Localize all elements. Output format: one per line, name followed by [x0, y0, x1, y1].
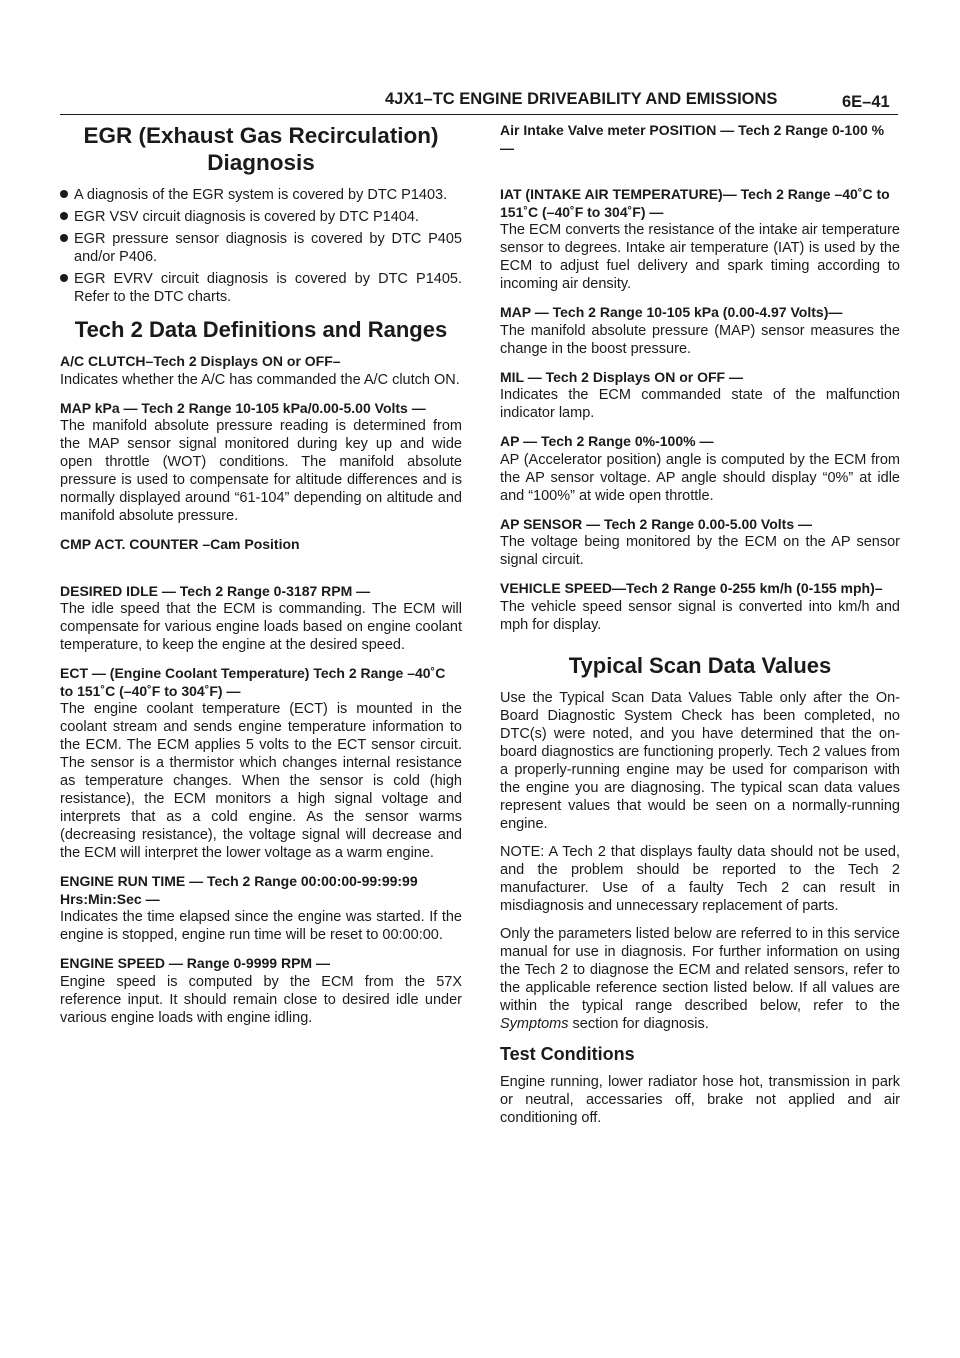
- definition-entry: [500, 580, 900, 634]
- definition-heading: AP SENSOR — Tech 2 Range 0.00-5.00 Volts —: [500, 515, 812, 532]
- definition-entry: [60, 536, 462, 572]
- definition-heading: Air Intake Valve meter POSITION — Tech 2 Range 0-100 % —: [500, 122, 885, 156]
- list-item: EGR VSV circuit diagnosis is covered by DTC P1404.: [60, 208, 462, 226]
- definition-entry: [500, 433, 900, 505]
- definition-body: Indicates the time elapsed since the engine was started. If the engine is stopped, engine run time will be reset to 00:00:00.: [60, 909, 462, 943]
- definition-entry: [500, 516, 900, 570]
- definition-heading: CMP ACT. COUNTER –Cam Position: [60, 536, 300, 552]
- tech2-section-title: Tech 2 Data Definitions and Ranges: [74, 317, 448, 342]
- left-column: [60, 122, 462, 1038]
- definition-heading: ENGINE SPEED — Range 0-9999 RPM —: [60, 955, 330, 971]
- definition-body: The vehicle speed sensor signal is converted into km/h and mph for display.: [500, 598, 900, 633]
- note-paragraph: NOTE: A Tech 2 that displays faulty data should not be used, and the problem should be reported to the Tech 2 manufacturer. Use of a faulty Tech 2 can result in misdiagnosis and unnecessary replacement of parts.: [500, 843, 900, 914]
- definition-body: The manifold absolute pressure (MAP) sensor measures the change in the boost pressure.: [500, 322, 900, 357]
- definition-heading: VEHICLE SPEED—Tech 2 Range 0-255 km/h (0-155 mph)–: [500, 580, 883, 596]
- definition-body: Engine speed is computed by the ECM from the 57X reference input. It should remain close to desired idle under various engine loads with engine idling.: [60, 973, 462, 1026]
- definition-body: The idle speed that the ECM is commanding. The ECM will compensate for various engine loads based on engine coolant temperature, to keep the engine at the desired speed.: [60, 601, 462, 653]
- definition-body: Indicates the ECM commanded state of the malfunction indicator lamp.: [500, 387, 900, 421]
- header-title: 4JX1–TC ENGINE DRIVEABILITY AND EMISSIONS: [385, 90, 778, 108]
- definition-body: The manifold absolute pressure reading is determined from the MAP sensor signal monitored during key up and wide open throttle (WOT) conditions. The manifold absolute pressure is used to compensate for altitude differences and is normally displayed around “61-104” depending on altitude and manifold absolute pressure.: [60, 418, 462, 524]
- definition-body: [500, 157, 900, 175]
- definition-heading: MAP — Tech 2 Range 10-105 kPa (0.00-4.97 Volts)—: [500, 304, 843, 320]
- egr-bullet-list: [60, 186, 462, 306]
- definition-entry: [500, 122, 900, 175]
- definition-entry: [500, 369, 900, 423]
- definition-entry: [500, 304, 900, 358]
- definition-heading: MAP kPa — Tech 2 Range 10-105 kPa/0.00-5.00 Volts —: [60, 399, 426, 416]
- list-item: EGR EVRV circuit diagnosis is covered by DTC P1405. Refer to the DTC charts.: [60, 270, 462, 306]
- right-column: [500, 122, 900, 1137]
- symptoms-reference: Symptoms: [500, 1015, 569, 1032]
- scan-paragraph: Use the Typical Scan Data Values Table only after the On-Board Diagnostic System Check has been completed, no DTC(s) were noted, and you have determined that the on-board diagnostics are functioning properly. Tech 2 values from a properly-running engine may be used for comparison with the engine you are diagnosing. The typical scan data values represent values that would be seen on a normally-running engine.: [500, 689, 900, 832]
- definition-heading: DESIRED IDLE — Tech 2 Range 0-3187 RPM —: [60, 582, 371, 599]
- egr-section-title: EGR (Exhaust Gas Recirculation) Diagnosis: [83, 123, 439, 175]
- scan-paragraph: Only the parameters listed below are referred to in this service manual for use in diagnosis. For further information on using the Tech 2 to diagnose the ECM and related sensors, refer to the applicable reference section listed below. If all values are within the typical range described below, refer to the Symptoms section for diagnosis.: [500, 925, 900, 1032]
- page-number: 6E–41: [842, 93, 890, 111]
- definition-heading: MIL — Tech 2 Displays ON or OFF —: [500, 368, 743, 385]
- definition-body: AP (Accelerator position) angle is computed by the ECM from the AP sensor voltage. AP angle should display “0%” at idle and “100%” at wide open throttle.: [500, 451, 900, 504]
- definition-entry: [60, 583, 462, 655]
- page-header: [0, 88, 900, 114]
- definition-heading: ECT — (Engine Coolant Temperature) Tech 2 Range –40˚C to 151˚C (–40˚F to 304˚F) —: [60, 665, 446, 699]
- definition-entry: [60, 665, 462, 862]
- definition-heading: IAT (INTAKE AIR TEMPERATURE)— Tech 2 Range –40˚C to 151˚C (–40˚F to 304˚F) —: [500, 186, 890, 220]
- test-conditions-body: Engine running, lower radiator hose hot, transmission in park or neutral, accessaries off, brake not applied and air conditioning off.: [500, 1073, 900, 1126]
- definition-heading: ENGINE RUN TIME — Tech 2 Range 00:00:00-99:99:99 Hrs:Min:Sec —: [60, 873, 418, 907]
- definition-body: [60, 554, 462, 572]
- definition-body: The ECM converts the resistance of the intake air temperature sensor to degrees. Intake air temperature (IAT) is used by the ECM to adjust fuel delivery and spark timing according to incoming air density.: [500, 222, 900, 292]
- definition-body: Indicates whether the A/C has commanded the A/C clutch ON.: [60, 371, 460, 388]
- definition-entry: [60, 353, 462, 389]
- definition-entry: [500, 186, 900, 293]
- definition-body: The voltage being monitored by the ECM on the AP sensor signal circuit.: [500, 534, 900, 568]
- definition-entry: [60, 955, 462, 1027]
- definition-entry: [60, 873, 462, 944]
- scan-section-title: Typical Scan Data Values: [568, 652, 832, 678]
- definition-heading: AP — Tech 2 Range 0%-100% —: [500, 433, 714, 449]
- list-item: A diagnosis of the EGR system is covered by DTC P1403.: [60, 186, 462, 204]
- definition-body: The engine coolant temperature (ECT) is mounted in the coolant stream and sends engine temperature information to the ECM. The ECM applies 5 volts to the ECT sensor circuit. The sensor is a thermistor which changes internal resistance as temperature changes. When the sensor is cold (high resistance), the ECM monitors a high signal voltage and interprets that as a cold engine. As the sensor warms (decreasing resistance), the voltage signal will decrease and the ECM will interpret the lower voltage as a warm engine.: [60, 701, 462, 861]
- header-rule: [60, 114, 898, 115]
- definition-entry: [60, 400, 462, 526]
- test-conditions-title: Test Conditions: [500, 1043, 635, 1064]
- definition-heading: A/C CLUTCH–Tech 2 Displays ON or OFF–: [60, 353, 341, 369]
- list-item: EGR pressure sensor diagnosis is covered by DTC P405 and/or P406.: [60, 230, 462, 266]
